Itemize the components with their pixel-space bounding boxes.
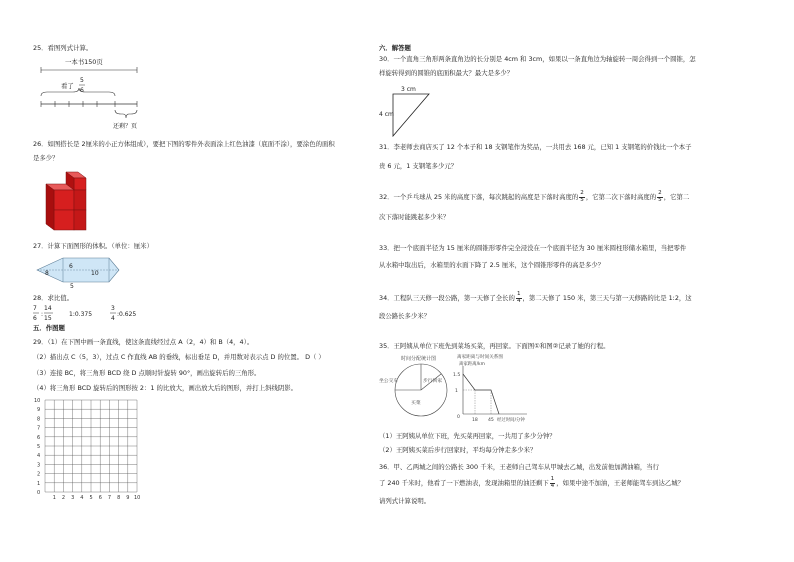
grid-y-tick: 0 <box>37 490 41 496</box>
section-5-heading: 五．作图题 <box>33 324 65 332</box>
section-6-heading: 六．解答题 <box>379 44 411 52</box>
grid-x-tick: 9 <box>126 495 130 501</box>
q35-line-x2: 45 <box>488 418 494 423</box>
q35-line-title: 离家距离与时间关系图 <box>457 355 503 360</box>
grid-x-tick: 8 <box>117 495 121 501</box>
q29-line3: （3）连接 BC，将三角形 BCD 绕 D 点顺时针旋转 90°，画出旋转后的三角形。 <box>33 369 261 377</box>
q35-pie-title: 时间分配统计图 <box>401 356 437 362</box>
q32-line1-a: 32．一个乒乓球从 25 米的高度下落，每次跳起的高度是下落时高度的 <box>379 192 579 201</box>
q34-line1-a: 34．工程队三天修一段公路，第一天修了全长的 <box>379 293 515 302</box>
q32-line1 <box>379 191 689 203</box>
q34-line1 <box>379 292 692 304</box>
q25-read-label: 看了 <box>61 82 74 90</box>
q28-r1-b-num: 14 <box>44 305 52 312</box>
q36-line3: 请列式计算说明。 <box>379 497 431 505</box>
q30-side-label: 4 cm <box>379 111 394 118</box>
q25-frac-num: 5 <box>80 77 84 84</box>
q35-line-x1: 18 <box>472 418 478 423</box>
q32-line1-b: ，它第二次下落时高度的 <box>585 192 657 201</box>
q25-text: 25．看图列式计算。 <box>33 44 93 52</box>
q35-line-y0: 0 <box>457 415 460 420</box>
q34-line1-b: ，第二天修了 150 米，第三天与第一天修路的比是 1:2，这 <box>522 293 692 302</box>
q25-line-diagram <box>33 54 143 132</box>
q35-sub1: （1）王阿姨从单位下班，先买菜再回家，一共用了多少分钟？ <box>379 432 556 440</box>
grid-x-tick: 10 <box>134 495 141 501</box>
q26-line2: 是多少？ <box>33 154 59 162</box>
q35-line1: 35．王阿姨从单位下班先到菜场买菜，再回家。下面图①和图②记录了她的行程。 <box>379 342 610 350</box>
grid-y-tick: 5 <box>37 444 41 450</box>
q25-total-label: 一本书150页 <box>65 58 103 66</box>
q33-line1: 33．把一个底面半径为 15 厘米的圆锥形零件完全浸没在一个底面半径为 30 厘米圆柱形储水箱里，当把零件 <box>379 244 687 252</box>
q35-charts <box>379 352 529 424</box>
grid-y-tick: 10 <box>34 398 41 404</box>
svg-text::: : <box>41 311 44 318</box>
q35-pie-a: 坐公交车 <box>379 379 399 384</box>
q28-r1-a-num: 7 <box>33 305 37 312</box>
q28-r1-b-den: 15 <box>44 315 52 322</box>
q30-line2: 样旋转得到的圆锥的底面积最大？最大是多少？ <box>379 69 514 77</box>
q26-red-cubes-figure <box>44 170 96 232</box>
q28-r1-a-den: 6 <box>33 315 37 322</box>
q34-fraction: 1 4 <box>516 291 521 304</box>
q28-r3-den: 4 <box>111 315 115 322</box>
grid-y-tick: 8 <box>37 416 41 423</box>
q29-line1: 29．（1）在下图中画一条直线，使这条直线经过点 A（2，4）和 B（4，4）。 <box>33 338 254 346</box>
q32-fraction-1: 2 5 <box>580 190 584 203</box>
grid-y-tick: 3 <box>37 462 41 469</box>
grid-y-tick: 2 <box>37 471 41 478</box>
q36-line2-a: 了 240 千米时，他看了一下燃油表，发现油箱里的油还剩下 <box>379 478 549 487</box>
q27-dim-left: 8 <box>45 270 49 277</box>
grid-y-tick: 6 <box>37 434 41 441</box>
grid-x-tick: 4 <box>80 495 84 501</box>
grid-y-tick: 1 <box>37 480 41 487</box>
q27-dim-bottom: 5 <box>70 283 74 288</box>
q28-r3-rest: :0.625 <box>117 311 137 318</box>
q26-line1: 26．如图搭长是 2厘米的小正方体组成），要把下图的零件外表面涂上红色油漆（底面不涂），要涂色的面积 <box>33 140 335 148</box>
grid-y-tick: 9 <box>37 407 41 414</box>
q28-r3-num: 3 <box>111 305 115 312</box>
q27-dim-height: 6 <box>69 263 73 270</box>
grid-y-tick: 7 <box>37 425 41 432</box>
q29-line2: （2）描出点 C（5，3），过点 C 作直线 AB 的垂线，标出垂足 D，并用数对表示点 D 的位置。 D（ ） <box>33 353 325 361</box>
q31-line1: 31．李老师去商店买了 12 个本子和 18 支钢笔作为奖品，一共用去 168 元，已知 1 支钢笔的价钱比一个本子 <box>379 143 692 151</box>
q28-r2: 1:0.375 <box>69 311 93 318</box>
q32-line2: 次下落时能跳起多少米？ <box>379 213 450 221</box>
q35-pie-c: 买菜 <box>411 401 421 406</box>
q25-frac-den: 6 <box>80 87 84 94</box>
q35-line-ylabel: 离家距离/km <box>459 362 485 367</box>
q27-text: 27．计算下面图形的体积。（单位：厘米） <box>33 242 153 250</box>
q36-line2-b: ，如果中途不加油，王老师能驾车到达乙城？ <box>556 478 685 487</box>
q35-pie-b: 步行回家 <box>423 379 443 384</box>
q30-line1: 30．一个直角三角形两条直角边的长分别是 4cm 和 3cm，如果以一条直角边为轴旋转一周会得到一个圆锥，怎 <box>379 55 696 63</box>
q36-line1: 36．甲、乙两城之间的公路长 300 千米，王老师自己驾车从甲城去乙城，出发前他加满油箱，当行 <box>379 463 660 471</box>
grid-x-tick: 2 <box>61 495 66 501</box>
q27-double-cone-figure <box>33 254 123 288</box>
q32-fraction-2: 2 5 <box>658 190 662 203</box>
q28-text: 28．求比值。 <box>33 294 74 302</box>
grid-y-tick: 4 <box>37 453 41 460</box>
q25-remain-label: 还剩？页 <box>113 123 138 130</box>
grid-x-tick: 7 <box>107 495 112 501</box>
grid-x-tick: 1 <box>52 495 56 501</box>
grid-x-tick: 3 <box>71 495 75 501</box>
q31-line2: 贵 6 元，1 支钢笔多少元？ <box>379 162 458 170</box>
q36-line2 <box>379 477 684 489</box>
q27-dim-right: 10 <box>91 270 99 277</box>
q28-ratios <box>33 302 143 324</box>
q36-fraction: 1 4 <box>550 476 555 489</box>
q35-line-y1: 1.5 <box>453 373 461 378</box>
q35-line-xlabel: 经过时间/分钟 <box>497 418 525 423</box>
q33-line2: 从水箱中取出后，水箱里的水面下降了 2.5 厘米，这个圆锥形零件的高是多少？ <box>379 261 605 269</box>
q35-line-y2: 1 <box>455 389 458 394</box>
q35-sub2: （2）王阿姨买菜后步行回家时，平均每分钟走多少米？ <box>379 446 537 454</box>
q30-right-triangle <box>379 82 439 140</box>
q29-coordinate-grid <box>33 396 143 504</box>
grid-x-tick: 5 <box>89 495 93 501</box>
q32-line1-c: ，它第二 <box>663 192 690 201</box>
q34-line2: 段公路长多少米？ <box>379 312 431 320</box>
q29-line4: （4）将三角形 BCD 旋转后的图形按 2：1 的比放大，画出放大后的图形，并打上斜线阴影。 <box>33 384 298 392</box>
grid-x-tick: 6 <box>98 495 102 501</box>
q30-top-label: 3 cm <box>401 86 416 93</box>
